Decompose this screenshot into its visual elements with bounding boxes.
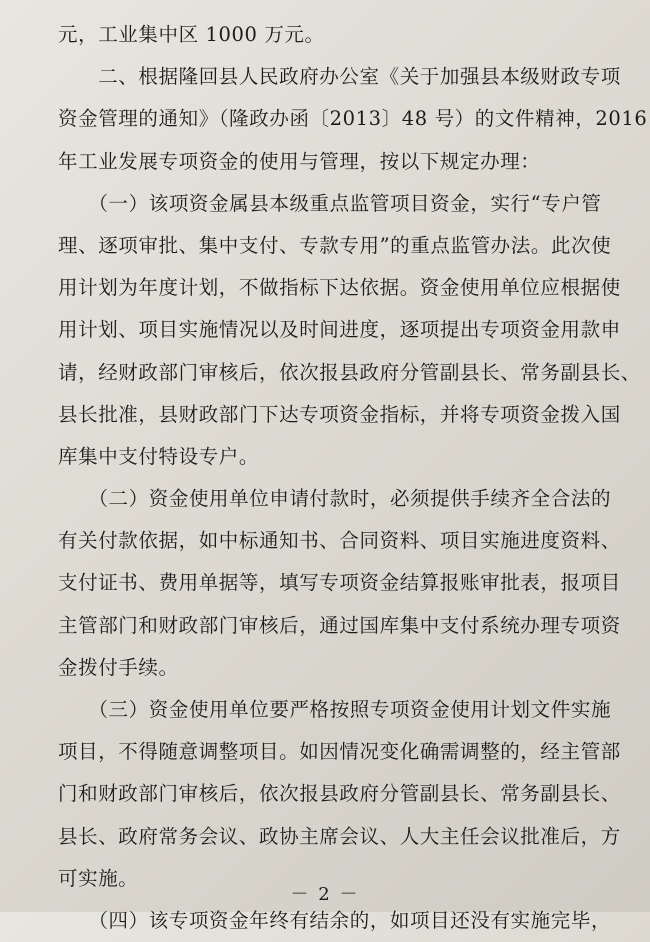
text-line: 支付证书、费用单据等，填写专项资金结算报账审批表，报项目 [58,571,621,595]
text-line: 项目，不得随意调整项目。如因情况变化确需调整的，经主管部 [58,740,621,764]
text-line: 库集中支付特设专户。 [58,444,260,468]
text-line: 用计划为年度计划，不做指标下达依据。资金使用单位应根据使 [58,276,621,300]
body-text [58,14,648,942]
text-line: （四）该专项资金年终有结余的，如项目还没有实施完毕， [58,908,612,932]
text-line: （二）资金使用单位申请付款时，必须提供手续齐全合法的 [58,487,612,511]
text-line: （一）该项资金属县本级重点监管项目资金，实行“专户管 [58,191,602,215]
text-line: 有关付款依据，如中标通知书、合同资料、项目实施进度资料、 [58,529,621,553]
text-line: 可实施。 [58,866,139,890]
text-line: 门和财政部门审核后，依次报县政府分管副县长、常务副县长、 [58,782,621,806]
text-line: 年工业发展专项资金的使用与管理，按以下规定办理： [58,149,541,173]
text-line: （三）资金使用单位要严格按照专项资金使用计划文件实施 [58,698,612,721]
text-line: 元，工业集中区 1000 万元。 [58,23,325,46]
page-number: － 2 － [290,884,360,905]
text-line: 理、逐项审批、集中支付、专款专用”的重点监管办法。此次使 [58,233,612,257]
text-line: 二、根据隆回县人民政府办公室《关于加强县本级财政专项 [58,65,621,89]
text-line: 主管部门和财政部门审核后，通过国库集中支付系统办理专项资 [58,613,621,637]
text-line: 用计划、项目实施情况以及时间进度，逐项提出专项资金用款申 [58,318,621,342]
text-line: 金拨付手续。 [58,655,179,679]
text-line: 县长、政府常务会议、政协主席会议、人大主任会议批准后，方 [58,824,621,848]
text-line: 请，经财政部门审核后，依次报县政府分管副县长、常务副县长、 [58,360,641,384]
text-line: 资金管理的通知》（隆政办函〔2013〕48 号）的文件精神，2016 [58,107,648,131]
text-line: 县长批准，县财政部门下达专项资金指标，并将专项资金拨入国 [58,402,621,426]
